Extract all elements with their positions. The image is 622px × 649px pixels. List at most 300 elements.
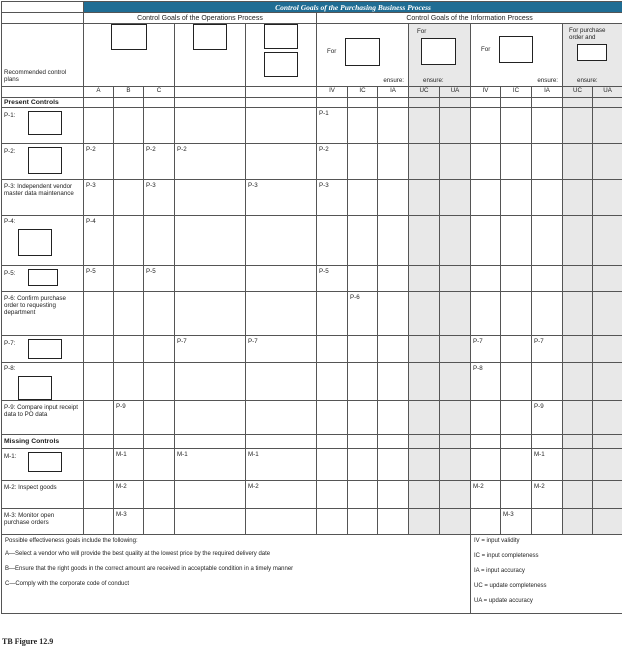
matrix-cell xyxy=(144,401,175,435)
matrix-cell xyxy=(593,449,622,481)
row-label-cell xyxy=(2,481,84,509)
matrix-cell xyxy=(378,509,409,535)
matrix-cell xyxy=(84,216,114,266)
matrix-cell xyxy=(440,108,471,144)
matrix-cell xyxy=(471,108,501,144)
row-label: P-8: xyxy=(4,365,16,372)
matrix-cell xyxy=(471,363,501,401)
matrix-cell xyxy=(175,481,246,509)
row-label: P-1: xyxy=(4,112,16,119)
matrix-cell xyxy=(114,401,144,435)
matrix-cell xyxy=(348,180,378,216)
matrix-cell xyxy=(348,336,378,363)
matrix-cell xyxy=(409,509,440,535)
matrix-cell xyxy=(317,292,348,336)
matrix-cell xyxy=(593,266,622,292)
col-b: B xyxy=(114,87,144,98)
matrix-cell xyxy=(563,363,593,401)
matrix-cell xyxy=(317,363,348,401)
ensure-label-3: ensure: xyxy=(537,77,558,84)
control-row-p2 xyxy=(2,144,622,180)
blank-box-info-2 xyxy=(421,38,456,65)
matrix-cell xyxy=(114,449,144,481)
matrix-cell xyxy=(246,363,317,401)
control-row-p8 xyxy=(2,363,622,401)
matrix-cell xyxy=(175,180,246,216)
matrix-cell xyxy=(501,292,532,336)
matrix-cell xyxy=(532,449,563,481)
matrix-cell xyxy=(532,266,563,292)
matrix-cell xyxy=(563,401,593,435)
matrix-cell xyxy=(378,363,409,401)
matrix-cell xyxy=(532,481,563,509)
control-row-p4 xyxy=(2,216,622,266)
row-label-cell xyxy=(2,292,84,336)
col-uc-1: UC xyxy=(409,87,440,98)
control-code: P-3 xyxy=(86,182,96,189)
matrix-cell xyxy=(246,180,317,216)
matrix-cell xyxy=(378,216,409,266)
for-label-3: For xyxy=(481,46,491,53)
matrix-cell xyxy=(563,481,593,509)
control-code: P-3 xyxy=(319,182,329,189)
matrix-cell xyxy=(246,449,317,481)
matrix-cell xyxy=(317,266,348,292)
matrix-cell xyxy=(175,449,246,481)
col-ia-1: IA xyxy=(378,87,409,98)
row-label: P-2: xyxy=(4,148,16,155)
matrix-cell xyxy=(114,266,144,292)
blank-control-box xyxy=(18,376,52,400)
matrix-cell xyxy=(471,180,501,216)
row-label: M-1: xyxy=(4,453,17,460)
legend-goal-a: A—Select a vendor who will provide the best quality at the lowest price by the required delivery date xyxy=(5,551,271,557)
matrix-cell xyxy=(532,144,563,180)
matrix-cell xyxy=(563,266,593,292)
matrix-cell xyxy=(563,108,593,144)
row-label: P-7: xyxy=(4,340,16,347)
matrix-cell xyxy=(563,509,593,535)
matrix-cell xyxy=(175,292,246,336)
matrix-cell xyxy=(114,180,144,216)
matrix-cell xyxy=(409,481,440,509)
matrix-cell xyxy=(317,449,348,481)
matrix-cell xyxy=(409,180,440,216)
row-label: P-3: Independent vendor master data maintenance xyxy=(4,183,74,197)
control-code: P-6 xyxy=(350,294,360,301)
matrix-cell xyxy=(501,180,532,216)
matrix-cell xyxy=(114,481,144,509)
matrix-cell xyxy=(563,144,593,180)
legend-goal-b: B—Ensure that the right goods in the correct amount are received in acceptable condition in a timely manner xyxy=(5,566,294,572)
for-label-2: For xyxy=(417,28,427,35)
matrix-cell xyxy=(317,401,348,435)
information-goals-header: Control Goals of the Information Process xyxy=(317,13,622,24)
matrix-cell xyxy=(501,336,532,363)
row-label-cell xyxy=(2,144,84,180)
matrix-cell xyxy=(175,108,246,144)
matrix-cell xyxy=(409,336,440,363)
for-purchase-order-label: For purchase order and xyxy=(569,27,606,41)
col-ia-2: IA xyxy=(532,87,563,98)
blank-control-box xyxy=(28,452,62,472)
matrix-cell xyxy=(84,266,114,292)
blank-control-box xyxy=(28,111,62,135)
matrix-cell xyxy=(440,449,471,481)
matrix-cell xyxy=(348,481,378,509)
matrix-cell xyxy=(593,180,622,216)
matrix-cell xyxy=(440,481,471,509)
matrix-cell xyxy=(593,509,622,535)
matrix-cell xyxy=(175,336,246,363)
matrix-cell xyxy=(471,509,501,535)
matrix-cell xyxy=(246,144,317,180)
matrix-cell xyxy=(246,266,317,292)
control-code: M-2 xyxy=(116,483,127,490)
matrix-cell xyxy=(593,108,622,144)
col-ic-2: IC xyxy=(501,87,532,98)
matrix-cell xyxy=(532,336,563,363)
matrix-cell xyxy=(593,401,622,435)
matrix-cell xyxy=(440,144,471,180)
matrix-cell xyxy=(144,144,175,180)
control-code: M-3 xyxy=(116,511,127,518)
control-row-p7 xyxy=(2,336,622,363)
matrix-cell xyxy=(440,216,471,266)
control-code: M-1 xyxy=(248,451,259,458)
matrix-cell xyxy=(246,216,317,266)
matrix-cell xyxy=(563,216,593,266)
control-row-p6 xyxy=(2,292,622,336)
matrix-cell xyxy=(246,509,317,535)
matrix-cell xyxy=(144,266,175,292)
matrix-cell xyxy=(409,266,440,292)
row-label-cell xyxy=(2,108,84,144)
matrix-cell xyxy=(246,336,317,363)
matrix-cell xyxy=(409,144,440,180)
matrix-cell xyxy=(378,336,409,363)
matrix-cell xyxy=(440,401,471,435)
matrix-cell xyxy=(84,292,114,336)
matrix-cell xyxy=(84,144,114,180)
matrix-cell xyxy=(348,292,378,336)
blank-control-box xyxy=(28,147,62,174)
matrix-cell xyxy=(246,481,317,509)
matrix-cell xyxy=(593,144,622,180)
matrix-cell xyxy=(348,216,378,266)
matrix-cell xyxy=(144,216,175,266)
for-label-1: For xyxy=(327,48,337,55)
row-label: P-4: xyxy=(4,218,16,225)
matrix-cell xyxy=(501,216,532,266)
matrix-cell xyxy=(409,108,440,144)
matrix-cell xyxy=(317,509,348,535)
blank-box-ops-2 xyxy=(193,24,227,50)
matrix-cell xyxy=(246,401,317,435)
matrix-cell xyxy=(348,449,378,481)
matrix-cell xyxy=(501,266,532,292)
matrix-cell xyxy=(114,363,144,401)
control-row-m1 xyxy=(2,449,622,481)
col-a: A xyxy=(84,87,114,98)
matrix-cell xyxy=(501,144,532,180)
recommended-plans-label: Recommended control plans xyxy=(2,24,84,87)
matrix-cell xyxy=(84,401,114,435)
operations-goals-header: Control Goals of the Operations Process xyxy=(84,13,317,24)
control-code: P-2 xyxy=(177,146,187,153)
matrix-cell xyxy=(440,509,471,535)
control-code: P-4 xyxy=(86,218,96,225)
matrix-cell xyxy=(471,266,501,292)
control-code: P-9 xyxy=(116,403,126,410)
legend-goal-c: C—Comply with the corporate code of conduct xyxy=(5,581,130,587)
control-row-p9 xyxy=(2,401,622,435)
matrix-cell xyxy=(84,180,114,216)
matrix-cell xyxy=(532,108,563,144)
matrix-cell xyxy=(409,401,440,435)
control-code: P-7 xyxy=(177,338,187,345)
control-code: P-9 xyxy=(534,403,544,410)
matrix-cell xyxy=(175,363,246,401)
control-code: P-7 xyxy=(473,338,483,345)
ensure-label-4: ensure: xyxy=(577,77,598,84)
matrix-cell xyxy=(471,336,501,363)
matrix-cell xyxy=(471,216,501,266)
matrix-cell xyxy=(144,509,175,535)
row-label: P-9: Compare input receipt data to PO data xyxy=(4,404,78,418)
matrix-cell xyxy=(532,363,563,401)
matrix-cell xyxy=(471,481,501,509)
control-code: M-2 xyxy=(534,483,545,490)
matrix-cell xyxy=(84,449,114,481)
row-label-cell xyxy=(2,509,84,535)
matrix-cell xyxy=(114,144,144,180)
matrix-cell xyxy=(471,401,501,435)
matrix-cell xyxy=(378,481,409,509)
matrix-cell xyxy=(246,108,317,144)
matrix-cell xyxy=(440,292,471,336)
matrix-cell xyxy=(409,363,440,401)
missing-controls-label: Missing Controls xyxy=(2,435,84,449)
control-code: P-5 xyxy=(319,268,329,275)
matrix-cell xyxy=(84,108,114,144)
control-code: P-2 xyxy=(319,146,329,153)
matrix-cell xyxy=(144,336,175,363)
matrix-cell xyxy=(317,216,348,266)
matrix-cell xyxy=(593,292,622,336)
matrix-cell xyxy=(532,509,563,535)
matrix-cell xyxy=(501,449,532,481)
matrix-cell xyxy=(317,108,348,144)
matrix-cell xyxy=(114,292,144,336)
matrix-cell xyxy=(563,449,593,481)
matrix-cell xyxy=(409,449,440,481)
control-code: M-2 xyxy=(473,483,484,490)
blank-control-box xyxy=(28,269,58,286)
col-c: C xyxy=(144,87,175,98)
matrix-cell xyxy=(563,180,593,216)
matrix-cell xyxy=(378,449,409,481)
control-code: P-1 xyxy=(319,110,329,117)
matrix-cell xyxy=(471,292,501,336)
matrix-cell xyxy=(175,509,246,535)
control-code: M-1 xyxy=(534,451,545,458)
matrix-cell xyxy=(317,144,348,180)
legend-ua: UA = update accuracy xyxy=(474,598,533,604)
matrix-cell xyxy=(317,180,348,216)
matrix-cell xyxy=(348,401,378,435)
row-label-cell xyxy=(2,180,84,216)
matrix-cell xyxy=(593,481,622,509)
matrix-cell xyxy=(317,481,348,509)
control-code: P-2 xyxy=(86,146,96,153)
col-iv-2: IV xyxy=(471,87,501,98)
blank-box-ops-1 xyxy=(111,24,147,50)
col-uc-2: UC xyxy=(563,87,593,98)
blank-box-info-1 xyxy=(345,38,380,66)
matrix-cell xyxy=(532,216,563,266)
control-code: M-2 xyxy=(248,483,259,490)
col-ua-1: UA xyxy=(440,87,471,98)
row-label: M-3: Monitor open purchase orders xyxy=(4,512,55,526)
col-ic-1: IC xyxy=(348,87,378,98)
row-label-cell xyxy=(2,266,84,292)
matrix-cell xyxy=(114,216,144,266)
matrix-cell xyxy=(84,481,114,509)
matrix-cell xyxy=(378,180,409,216)
matrix-cell xyxy=(144,481,175,509)
matrix-cell xyxy=(378,401,409,435)
matrix-cell xyxy=(440,180,471,216)
control-code: M-3 xyxy=(503,511,514,518)
row-label: P-6: Confirm purchase order to requesting department xyxy=(4,295,66,316)
control-row-p5 xyxy=(2,266,622,292)
matrix-cell xyxy=(471,449,501,481)
matrix-cell xyxy=(144,449,175,481)
matrix-cell xyxy=(440,336,471,363)
matrix-cell xyxy=(501,363,532,401)
matrix-cell xyxy=(348,266,378,292)
row-label-cell xyxy=(2,363,84,401)
matrix-cell xyxy=(593,216,622,266)
ensure-label-1: ensure: xyxy=(383,77,404,84)
row-label-cell xyxy=(2,401,84,435)
blank-box-ops-3 xyxy=(264,24,298,49)
blank-box-info-3 xyxy=(499,36,533,63)
matrix-cell xyxy=(409,216,440,266)
legend-iv: IV = input validity xyxy=(474,538,520,544)
matrix-cell xyxy=(501,401,532,435)
matrix-cell xyxy=(378,108,409,144)
control-row-p1 xyxy=(2,108,622,144)
matrix-cell xyxy=(317,336,348,363)
matrix-cell xyxy=(378,292,409,336)
col-ua-2: UA xyxy=(593,87,622,98)
matrix-cell xyxy=(501,481,532,509)
matrix-cell xyxy=(593,336,622,363)
matrix-cell xyxy=(175,401,246,435)
control-code: P-8 xyxy=(473,365,483,372)
matrix-cell xyxy=(563,336,593,363)
matrix-cell xyxy=(348,363,378,401)
matrix-cell xyxy=(378,144,409,180)
matrix-cell xyxy=(378,266,409,292)
matrix-cell xyxy=(532,401,563,435)
control-code: P-3 xyxy=(248,182,258,189)
control-code: P-5 xyxy=(86,268,96,275)
legend-intro: Possible effectiveness goals include the following: xyxy=(5,538,138,544)
control-row-m2 xyxy=(2,481,622,509)
control-row-p3 xyxy=(2,180,622,216)
matrix-cell xyxy=(246,292,317,336)
ensure-label-2: ensure: xyxy=(423,77,444,84)
control-code: P-7 xyxy=(248,338,258,345)
control-matrix-table xyxy=(1,1,622,614)
matrix-cell xyxy=(84,509,114,535)
blank-control-box xyxy=(28,339,62,359)
legend-ia: IA = input accuracy xyxy=(474,568,525,574)
control-code: P-3 xyxy=(146,182,156,189)
matrix-cell xyxy=(440,266,471,292)
col-iv-1: IV xyxy=(317,87,348,98)
figure-caption: TB Figure 12.9 xyxy=(2,637,54,646)
matrix-title: Control Goals of the Purchasing Business Process xyxy=(84,2,622,13)
control-code: P-2 xyxy=(146,146,156,153)
matrix-cell xyxy=(144,363,175,401)
matrix-cell xyxy=(440,363,471,401)
control-code: P-5 xyxy=(146,268,156,275)
matrix-cell xyxy=(501,108,532,144)
matrix-cell xyxy=(144,180,175,216)
matrix-cell xyxy=(84,363,114,401)
matrix-cell xyxy=(348,108,378,144)
blank-box-info-4 xyxy=(577,44,607,61)
matrix-cell xyxy=(144,292,175,336)
matrix-cell xyxy=(348,144,378,180)
matrix-cell xyxy=(471,144,501,180)
matrix-cell xyxy=(348,509,378,535)
present-controls-label: Present Controls xyxy=(2,98,84,108)
row-label-cell xyxy=(2,216,84,266)
row-label-cell xyxy=(2,336,84,363)
matrix-cell xyxy=(114,108,144,144)
blank-box-ops-4 xyxy=(264,52,298,77)
matrix-cell xyxy=(144,108,175,144)
row-label: M-2: Inspect goods xyxy=(4,484,57,491)
control-code: P-7 xyxy=(534,338,544,345)
row-label: P-5: xyxy=(4,270,16,277)
control-code: M-1 xyxy=(116,451,127,458)
matrix-cell xyxy=(532,292,563,336)
matrix-cell xyxy=(409,292,440,336)
matrix-cell xyxy=(175,144,246,180)
matrix-cell xyxy=(501,509,532,535)
matrix-cell xyxy=(114,509,144,535)
blank-control-box xyxy=(18,229,52,256)
matrix-cell xyxy=(593,363,622,401)
matrix-cell xyxy=(84,336,114,363)
control-code: M-1 xyxy=(177,451,188,458)
legend-uc: UC = update completeness xyxy=(474,583,547,589)
matrix-cell xyxy=(563,292,593,336)
row-label-cell xyxy=(2,449,84,481)
matrix-cell xyxy=(175,216,246,266)
control-row-m3 xyxy=(2,509,622,535)
matrix-cell xyxy=(114,336,144,363)
legend-ic: IC = input completeness xyxy=(474,553,539,559)
matrix-cell xyxy=(175,266,246,292)
matrix-cell xyxy=(532,180,563,216)
